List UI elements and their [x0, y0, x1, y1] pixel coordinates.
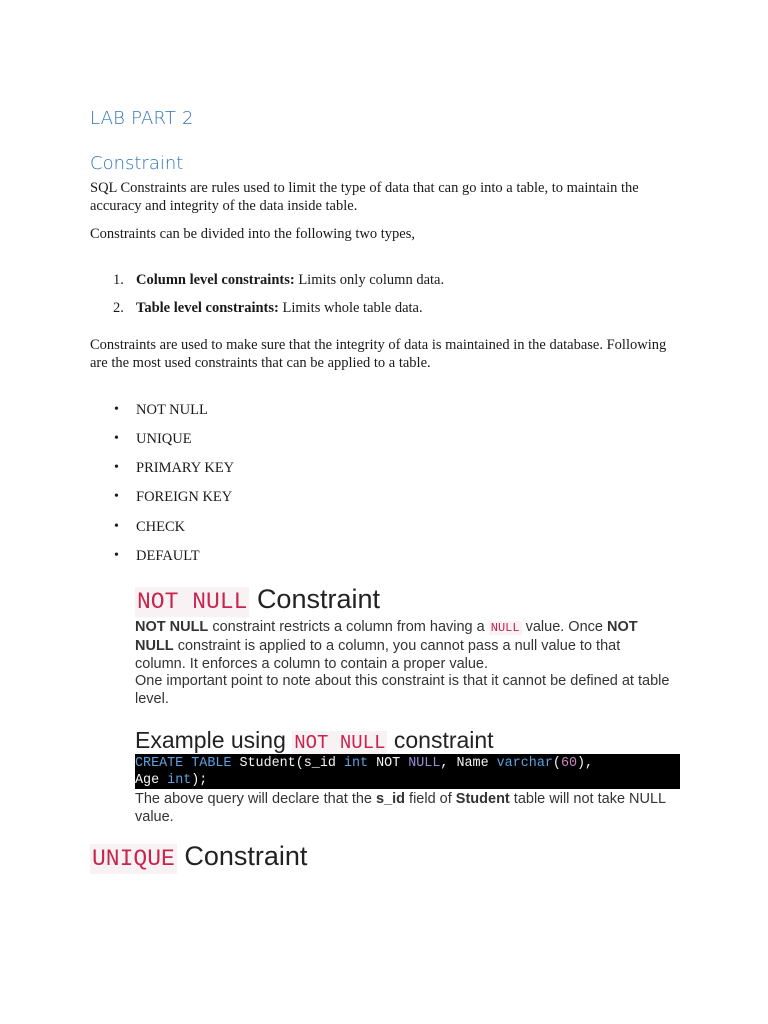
bullet-icon: •	[114, 402, 119, 417]
code-explanation	[135, 790, 675, 826]
list-number: 2.	[113, 300, 124, 316]
bullet-text: CHECK	[136, 519, 186, 535]
not-null-heading	[135, 584, 380, 615]
explanation-bold: s_id	[376, 791, 406, 807]
not-null-heading-text: Constraint	[256, 584, 380, 614]
code-text: ),	[577, 756, 594, 771]
bullet-icon: •	[114, 431, 119, 446]
desc-text: value. Once	[521, 619, 607, 635]
desc-bold: NOT NULL	[135, 619, 209, 635]
not-null-description	[135, 618, 675, 673]
desc-bold: NOT NULL	[135, 619, 638, 654]
code-text: );	[191, 773, 208, 788]
bullet-icon: •	[114, 489, 119, 504]
code-text: Age	[135, 773, 168, 788]
explanation-bold: Student	[455, 791, 510, 807]
code-text: (	[552, 756, 561, 771]
section-title: Constraint	[90, 153, 184, 174]
bullet-text: UNIQUE	[136, 431, 192, 447]
code-text: , Name	[440, 756, 497, 771]
bullet-text: FOREIGN KEY	[136, 489, 233, 505]
code-text: NOT	[368, 756, 409, 771]
list-desc: Limits whole table data.	[278, 300, 423, 316]
code-text: Student(s_id	[231, 756, 344, 771]
list-number: 1.	[113, 272, 124, 288]
desc-text: constraint is applied to a column, you cannot pass a null value to that column. It enforces a column to contain a proper value.	[135, 638, 621, 672]
usage-paragraph: Constraints are used to make sure that the integrity of data is maintained in the database. Following are the most used constraints that can be applied to a table.	[90, 337, 667, 371]
bullet-icon: •	[114, 548, 119, 563]
code-keyword: varchar	[496, 756, 553, 771]
code-block	[135, 754, 680, 789]
intro-paragraph: SQL Constraints are rules used to limit the type of data that can go into a table, to maintain the accuracy and integrity of the data inside table.	[90, 180, 639, 214]
explanation-text: field of	[405, 791, 456, 807]
list-label: Column level constraints:	[136, 272, 295, 288]
example-heading-code: NOT NULL	[294, 732, 386, 754]
example-heading	[135, 727, 494, 754]
bullet-text: NOT NULL	[136, 402, 208, 418]
desc-text: constraint restricts a column from having a	[208, 619, 489, 635]
unique-heading-code: UNIQUE	[92, 846, 175, 872]
unique-heading	[90, 841, 307, 872]
types-intro: Constraints can be divided into the following two types,	[90, 226, 415, 242]
bullet-text: PRIMARY KEY	[136, 460, 235, 476]
code-keyword: int	[167, 773, 192, 788]
lab-title: LAB PART 2	[90, 108, 194, 129]
bullet-text: DEFAULT	[136, 548, 200, 564]
list-desc: Limits only column data.	[294, 272, 445, 288]
code-number: 60	[560, 756, 578, 771]
explanation-text: table will not take NULL value.	[135, 791, 666, 825]
example-heading-text: Example using	[135, 727, 286, 753]
unique-heading-text: Constraint	[184, 841, 308, 871]
example-heading-text: constraint	[393, 727, 494, 753]
code-keyword: int	[343, 756, 369, 771]
not-null-note: One important point to note about this constraint is that it cannot be defined at table level.	[135, 673, 670, 707]
not-null-heading-code: NOT NULL	[137, 589, 248, 615]
explanation-text: The above query will declare that the	[135, 791, 376, 807]
bullet-icon: •	[114, 460, 119, 475]
desc-inline-code: NULL	[490, 621, 520, 635]
code-keyword: CREATE TABLE	[135, 756, 232, 771]
bullet-icon: •	[114, 519, 119, 534]
list-label: Table level constraints:	[136, 300, 279, 316]
code-keyword: NULL	[408, 756, 441, 771]
